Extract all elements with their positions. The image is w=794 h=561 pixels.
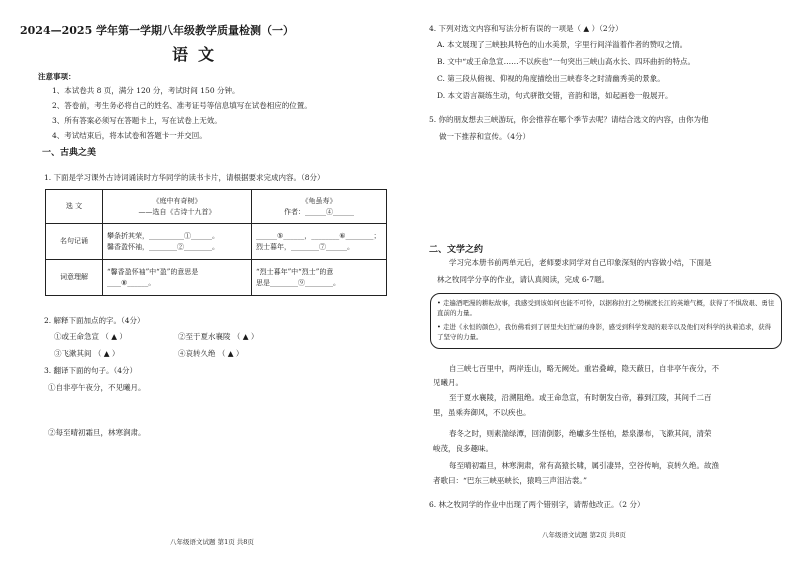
question-3: 3. 翻译下面的句子。（4分）	[44, 366, 138, 375]
q4-option-d: D. 本文语言凝练生动，句式骈散交错，音韵和谐，如起画卷一般展开。	[437, 91, 673, 100]
recite-blank-2: 馨香盈怀袖，________②________。	[107, 242, 219, 251]
poem-2-author-blank: 作者：______④______	[284, 207, 354, 216]
q3-item-1: ①自非亭午夜分，不见曦月。	[48, 383, 146, 392]
q2-item-3: ③飞漱其间 （ ▲ ）	[54, 349, 120, 358]
poem-1-title: 《庭中有奇树》	[152, 196, 202, 205]
section-1-heading: 一、古典之美	[42, 148, 97, 158]
q2-item-1: ①或王命急宣 （ ▲ ）	[54, 332, 127, 341]
row-label-recitation: 名句记诵	[46, 224, 103, 260]
recite-blank-7: 烈士暮年，________⑦______。	[256, 242, 354, 251]
passage-line-1: 自三峡七百里中，两岸连山，略无阙处。重岩叠嶂，隐天蔽日，自非亭午夜分，不	[449, 364, 719, 373]
poem-2-title: 《龟虽寿》	[301, 196, 337, 205]
q4-option-a: A. 本文展现了三峡独具特色的山水美景，字里行间洋溢着作者的赞叹之情。	[437, 40, 688, 49]
right-page	[397, 0, 794, 561]
homework-point-2: • 走进《永恒的颜色》，我仿佛看到了居里夫妇忙碌的身影，感受到科学发现的艰辛以及他们对科学的执着追求，获得了坚守的力量。	[437, 323, 772, 341]
recite-blank-1: 攀条折其荣，__________①______。	[107, 231, 219, 240]
question-2: 2. 解释下面加点的字。（4分）	[44, 316, 145, 325]
question-5-line-2: 做一下推荐和宣传。（4分）	[439, 132, 531, 141]
passage-line-3: 至于夏水襄陵，沿溯阻绝。或王命急宣，有时朝发白帝，暮到江陵，其间千二百	[449, 393, 712, 402]
notice-heading: 注意事项：	[38, 72, 76, 81]
q4-option-c: C. 第三段从俯视、仰视的角度描绘出三峡春冬之时清幽秀美的景象。	[437, 74, 665, 83]
notice-1: 1、本试卷共 8 页，满分 120 分，考试时间 150 分钟。	[52, 86, 240, 95]
meaning-blank-9: 思是________⑨________。	[256, 278, 340, 287]
poem-1-source: ——选自《古诗十九首》	[138, 207, 216, 216]
passage-line-4: 里，虽乘奔御风，不以疾也。	[433, 408, 531, 417]
notice-2: 2、答卷前，考生务必将自己的姓名、准考证号等信息填写在试卷相应的位置。	[52, 101, 312, 110]
question-1: 1. 下面是学习课外古诗词诵读时方华同学的读书卡片，请根据要求完成内容。（8分）	[44, 173, 325, 182]
q4-option-b: B. 文中“或王命急宣……不以疾也”一句突出三峡山高水长、四环曲折的特点。	[437, 57, 695, 66]
exam-title: 2024—2025 学年第一学期八年级教学质量检测（一）	[20, 24, 295, 37]
notice-3: 3、所有答案必须写在答题卡上，写在试卷上无效。	[52, 116, 222, 125]
homework-point-1: • 走遍酒吧漫的耕耘故事，我感受到该如何也能不可怜，以据称拉打之势横渡长江的英雄气概，获得了不惧敌艰、勇往直前的力量。	[437, 299, 775, 317]
passage-line-2: 见曦月。	[433, 378, 463, 387]
recite-blank-5-6: ______⑤______，________⑥________；	[256, 231, 381, 240]
section-2-heading: 二、文学之约	[429, 245, 484, 255]
subject-title: 语文	[172, 45, 225, 64]
passage-line-5: 春冬之时，则素湍绿潭，回清倒影，绝巘多生怪柏，悬泉瀑布，飞漱其间，清荣	[449, 429, 712, 438]
question-4: 4. 下列对选文内容和写法分析有误的一项是（ ▲ ）（2分）	[429, 24, 623, 33]
q2-item-2: ②至于夏水襄陵 （ ▲ ）	[178, 332, 259, 341]
footer-page-2: 八年级语文试题 第2页 共8页	[542, 531, 626, 539]
intro-line-1: 学习完本册书前两单元后，老师要求同学对自己印象深刻的内容做小结，下面是	[449, 258, 712, 267]
q2-item-4: ④哀转久绝 （ ▲ ）	[178, 349, 244, 358]
passage-line-6: 峻茂，良多趣味。	[433, 444, 493, 453]
student-homework-box	[430, 293, 782, 349]
intro-line-2: 林之牧同学分享的作业，请认真阅读，完成 6-7题。	[437, 275, 609, 284]
meaning-question-8: “馨香盈怀袖”中“盈”的意思是	[107, 267, 199, 276]
reading-card-table	[45, 189, 387, 296]
notice-4: 4、考试结束后，将本试卷和答题卡一并交回。	[52, 131, 207, 140]
meaning-question-9: “烈士暮年”中“烈士”的意	[256, 267, 334, 276]
question-5-line-1: 5. 你的朋友想去三峡游玩，你会推荐在哪个季节去呢？请结合选文的内容，由你为他	[429, 115, 709, 124]
passage-line-8: 者歌曰：“巴东三峡巫峡长，猿鸣三声泪沾裳。”	[433, 476, 587, 485]
passage-line-7: 每至晴初霜旦，林寒涧肃，常有高猿长啸，属引凄异，空谷传响，哀转久绝。故渔	[449, 461, 719, 470]
meaning-blank-8: ____⑧______。	[107, 278, 156, 287]
row-label-selection: 选 文	[46, 190, 103, 224]
q3-item-2: ②每至晴初霜旦，林寒涧肃。	[48, 428, 146, 437]
question-6: 6. 林之牧同学的作业中出现了两个错别字，请帮他改正。（2 分）	[429, 500, 645, 509]
footer-page-1: 八年级语文试题 第1页 共8页	[170, 538, 254, 546]
row-label-meaning: 词意理解	[46, 260, 103, 296]
